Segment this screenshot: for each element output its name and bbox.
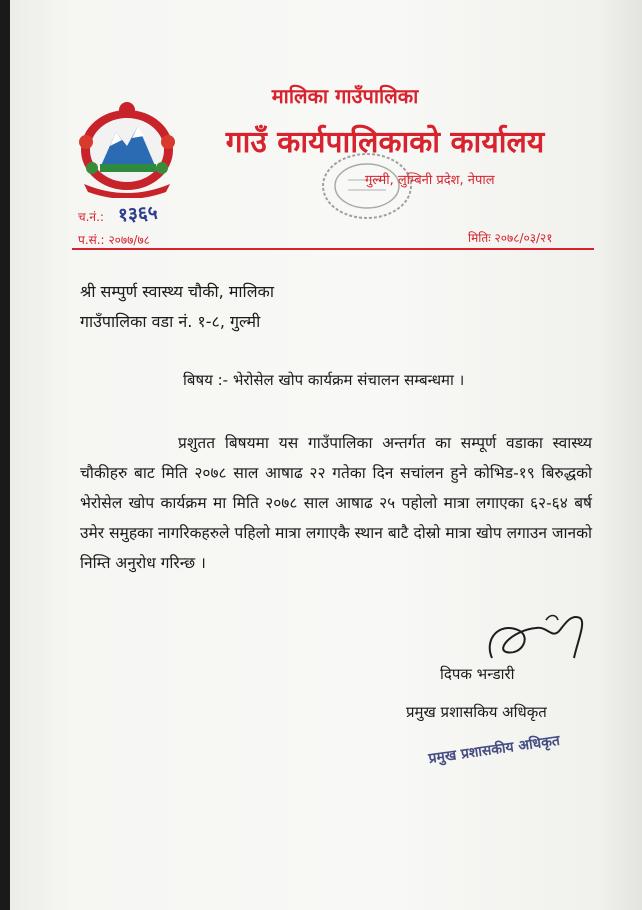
designation-stamp: प्रमुख प्रशासकीय अधिकृत — [427, 732, 561, 768]
municipality-name: मालिका गाउँपालिका — [271, 84, 419, 108]
ref-number-label: च.नं.: — [78, 210, 104, 224]
ref-number-value: १३६५ — [117, 201, 159, 227]
signatory-title: प्रमुख प्रशासकिय अधिकृत — [406, 703, 547, 721]
signature-icon — [462, 600, 592, 672]
fiscal-year: प.सं.: २०७७/७८ — [78, 233, 150, 247]
letter-body: प्रशुतत बिषयमा यस गाउँपालिका अन्तर्गत का सम्पूर्ण वडाका स्वास्थ्य चौकीहरु बाट मिति २०७८ साल आषाढ २२ गतेका दिन सचांलन हुने कोभिड-१९ बिरुद्धको भेरोसेल खोप कार्यक्रम मा मिति २०७८ साल आषाढ २५ पहोलो मात्रा लगाएका ६२-६४ बर्ष उमेर समुहका नागरिकहरुले पहिलो मात्रा लगाएकै स्थान बाटै दोस्रो मात्रा खोप लगाउन जानको निम्ति अनुरोध गरिन्छ । — [80, 434, 592, 572]
header-divider — [72, 248, 594, 250]
letter-date: मितिः २०७८/०३/२१ — [468, 231, 553, 245]
recipient-line-1: श्री सम्पुर्ण स्वास्थ्य चौकी, मालिका — [80, 282, 274, 301]
letter-subject: बिषय :- भेरोसेल खोप कार्यक्रम संचालन सम्बन्धमा । — [183, 371, 465, 389]
letter-page — [10, 0, 642, 910]
office-address: गुल्मी, लुम्बिनी प्रदेश, नेपाल — [365, 173, 495, 188]
signatory-name: दिपक भन्डारी — [440, 665, 515, 683]
nepal-emblem-icon — [72, 98, 182, 198]
office-name: गाउँ कार्यपालिकाको कार्यालय — [225, 125, 545, 160]
recipient-line-2: गाउँपालिका वडा नं. १-८, गुल्मी — [80, 312, 261, 331]
